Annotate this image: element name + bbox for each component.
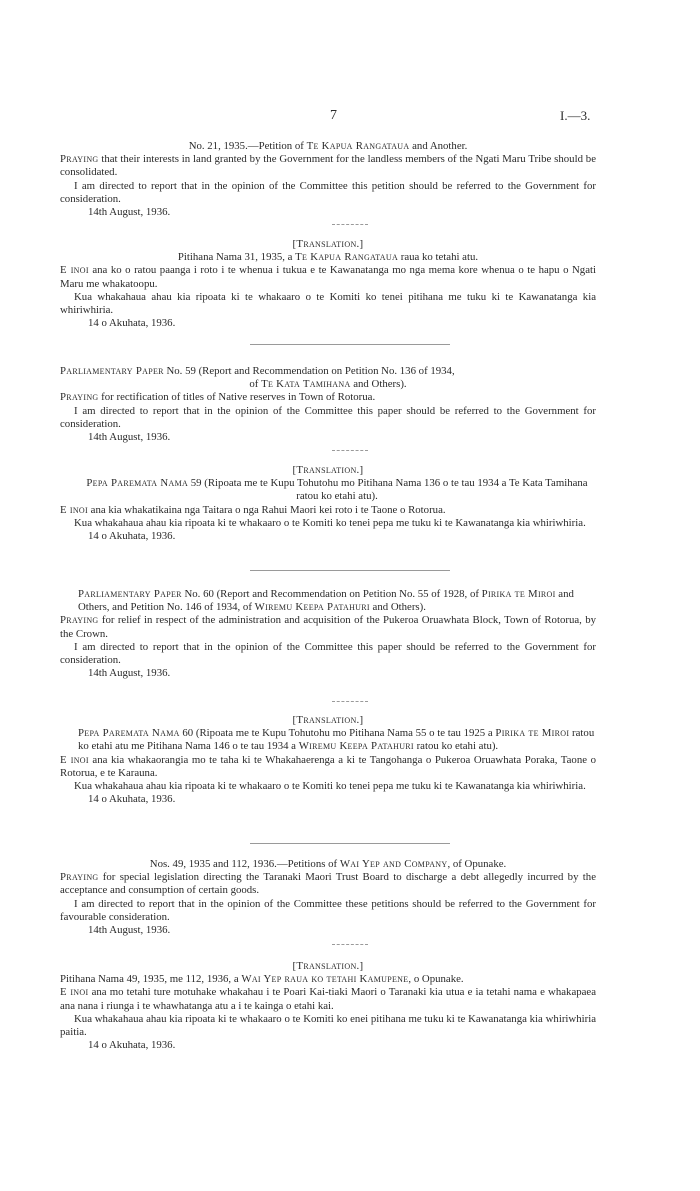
praying-paragraph: Praying that their interests in land granted by the Government for the landless members of the Ngati Maru Tribe should be consolidated. [60, 153, 596, 179]
translation-section-49 [60, 960, 596, 1052]
translation-section-59 [60, 464, 596, 543]
section-date: 14th August, 1936. [88, 206, 171, 219]
translation-date: 14 o Akuhata, 1936. [88, 1039, 176, 1052]
translation-report: Kua whakahaua ahau kia ripoata ki te whakaaro o te Komiti ko enei pitihana me tuku ki te Kawanatanga kia whiriwhiria paitia. [60, 1012, 596, 1039]
document-reference: I.—3. [560, 108, 591, 123]
divider-long [250, 843, 450, 844]
e-inoi-paragraph: E inoi ana ko o ratou paanga i roto i te whenua i tukua e te Kawanatanga mo nga mema kore whenua o te hapu o Ngati Maru me whakatoopu. [60, 264, 596, 290]
e-inoi-paragraph: E inoi ana kia whakatikaina nga Taitara o nga Rahui Maori kei roto i te Taone o Rotorua. [60, 503, 446, 516]
praying-paragraph: Praying for special legislation directing the Taranaki Maori Trust Board to discharge a debt allegedly incurred by the acceptance and consumption of certain goods. [60, 871, 596, 897]
section-title: Nos. 49, 1935 and 112, 1936.—Petitions of Wai Yep and Company, of Opunake. [149, 858, 507, 870]
e-inoi-paragraph: E inoi ana kia whakaorangia mo te taha ki te Whakahaerenga a ki te Tangohanga o Pukeroa Oruawhata Poraka, Taone o Rotorua, e te Karauna. [60, 753, 596, 779]
petition-section-21 [60, 140, 596, 219]
petition-section-49 [60, 858, 596, 937]
section-title-line2: of Te Kata Tamihana and Others). [249, 378, 407, 391]
e-inoi-paragraph: E inoi ana mo tetahi ture motuhake whakahau i te Poari Kai-tiaki Maori o Taranaki kia utua e ia tetahi nama e whakapaea ana nana i riunga i te whawhatanga atu a i te kainga o etahi kai. [60, 986, 597, 1012]
section-title: Parliamentary Paper No. 59 (Report and Recommendation on Petition No. 136 of 1934, [60, 365, 455, 377]
section-title: Parliamentary Paper No. 60 (Report and Recommendation on Petition No. 55 of 1928, of Pirika te Miroi and Others, and Petition No. 146 of 1934, of Wiremu Keepa Patahuri and Others). [78, 588, 574, 614]
translation-title: Pepa Paremata Nama 59 (Ripoata me te Kupu Tohutohu mo Pitihana Nama 136 o te tau 1934 a Te Kata Tamihana ratou ko etahi atu). [86, 477, 588, 503]
divider-short [332, 944, 368, 945]
translation-date: 14 o Akuhata, 1936. [88, 317, 176, 330]
section-date: 14th August, 1936. [88, 431, 171, 444]
paper-section-60 [60, 588, 596, 680]
report-paragraph: I am directed to report that in the opinion of the Committee this paper should be referred to the Government for consideration. [60, 640, 596, 667]
paper-section-59 [60, 365, 596, 444]
divider-long [250, 570, 450, 571]
divider-short [332, 450, 368, 451]
divider-short [332, 224, 368, 225]
page-number: 7 [330, 108, 337, 123]
praying-paragraph: Praying for rectification of titles of Native reserves in Town of Rotorua. [60, 391, 376, 404]
section-date: 14th August, 1936. [88, 924, 171, 937]
divider-short [332, 701, 368, 702]
divider-long [250, 344, 450, 345]
section-date: 14th August, 1936. [88, 667, 171, 680]
translation-report: Kua whakahaua ahau kia ripoata ki te whakaaro o te Komiti ko tenei pepa me tuku ki te Kawanatanga kia whiriwhiria. [74, 780, 586, 793]
translation-date: 14 o Akuhata, 1936. [88, 793, 176, 806]
translation-heading: [Translation.] [292, 464, 364, 476]
report-paragraph: I am directed to report that in the opinion of the Committee this petition should be referred to the Government for consideration. [60, 179, 596, 205]
translation-report: Kua whakahaua ahau kia ripoata ki te whakaaro o te Komiti ko tenei pitihana me tuku ki te Kawanatanga kia whiriwhiria. [60, 290, 596, 317]
translation-report: Kua whakahaua ahau kia ripoata ki te whakaaro o te Komiti ko tenei pepa me tuku ki te Kawanatanga kia whiriwhiria. [74, 516, 586, 529]
translation-heading: [Translation.] [292, 960, 364, 972]
translation-date: 14 o Akuhata, 1936. [88, 530, 176, 543]
translation-heading: [Translation.] [292, 238, 364, 250]
translation-section-60 [60, 714, 596, 806]
translation-heading: [Translation.] [292, 714, 364, 726]
praying-paragraph: Praying for relief in respect of the administration and acquisition of the Pukeroa Oruawhata Block, Town of Rotorua, by the Crown. [60, 614, 596, 640]
section-title: No. 21, 1935.—Petition of Te Kapua Rangataua and Another. [188, 140, 468, 152]
report-paragraph: I am directed to report that in the opinion of the Committee this paper should be referred to the Government for consideration. [60, 404, 596, 430]
report-paragraph: I am directed to report that in the opinion of the Committee these petitions should be referred to the Government for favourable consideration. [60, 897, 596, 923]
translation-title: Pitihana Nama 31, 1935, a Te Kapua Rangataua raua ko tetahi atu. [177, 251, 479, 264]
translation-section-21 [60, 238, 596, 330]
translation-title: Pepa Paremata Nama 60 (Ripoata me te Kupu Tohutohu mo Pitihana Nama 55 o te tau 1925 a Pirika te Miroi ratou ko etahi atu me Pitihana Nama 146 o te tau 1934 a Wiremu Keepa Patahuri ratou ko etahi atu). [78, 727, 595, 753]
translation-title: Pitihana Nama 49, 1935, me 112, 1936, a Wai Yep raua ko tetahi Kamupene, o Opunake. [60, 973, 464, 986]
